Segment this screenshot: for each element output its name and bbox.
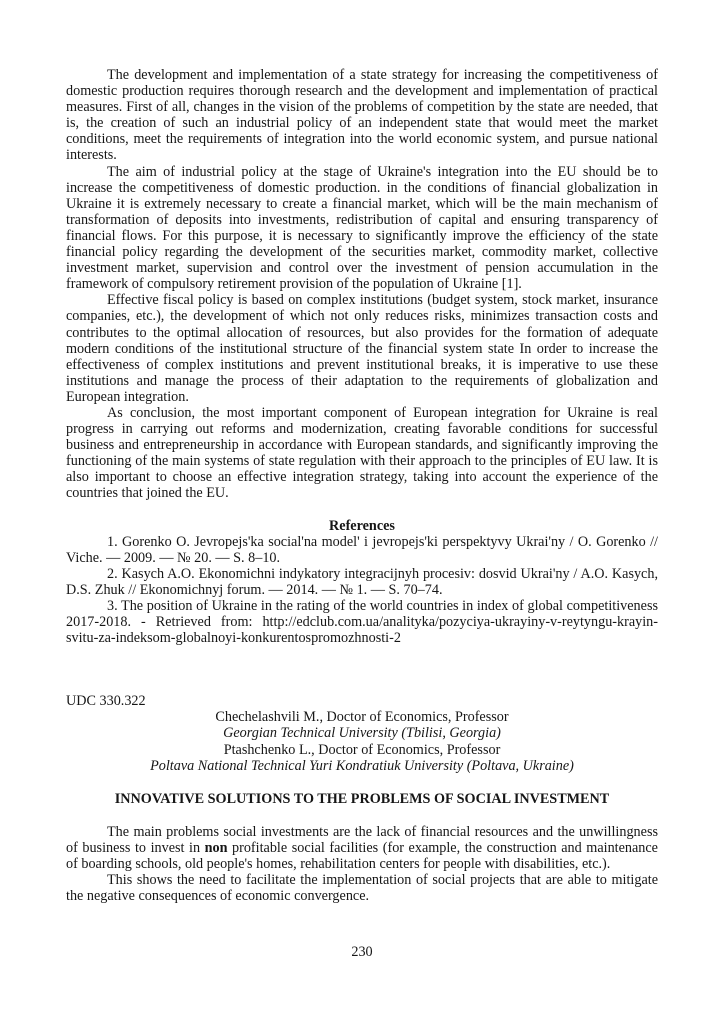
udc-code: UDC 330.322 bbox=[66, 693, 146, 710]
body-paragraph: Effective fiscal policy is based on complex institutions (budget system, stock market, insurance companies, etc.), the development of which not only reduces risks, minimizes transaction costs and contributes to the optimal allocation of resources, but also provides for the formation of adequate modern conditions of the institutional structure of the financial system state In order to increase the effectiveness of complex institutions and prevent institutional breaks, it is imperative to use these institutions and manage the process of their adaptation to the requirements of globalization and European integration. bbox=[66, 292, 658, 405]
reference-item: 2. Kasych A.O. Ekonomichni indykatory integracijnyh procesiv: dosvid Ukrai'ny / A.O. Kasych, D.S. Zhuk // Ekonomichnyj forum. — 2014. — № 1. — S. 70–74. bbox=[66, 565, 658, 598]
body-paragraph: This shows the need to facilitate the implementation of social projects that are able to mitigate the negative consequences of economic convergence. bbox=[66, 872, 658, 905]
references-heading: References bbox=[329, 517, 395, 534]
paragraph-text: profitable social facilities (for example, the construction and maintenance of boarding schools, old people's homes, rehabilitation centers for people with disabilities, etc.). bbox=[66, 839, 658, 873]
page-number: 230 bbox=[351, 944, 373, 960]
body-paragraph: The development and implementation of a state strategy for increasing the competitiveness of domestic production requires thorough research and the development and implementation of practical measures. First of all, changes in the vision of the problems of competition by the state are needed, that is, the creation of such an industrial policy of an independent state that would meet the market conditions, meet the requirements of integration into the world economic system, and pursue national interests. bbox=[66, 67, 658, 164]
emphasized-word: non bbox=[204, 839, 228, 856]
page-content bbox=[66, 67, 658, 904]
body-paragraph: The aim of industrial policy at the stage of Ukraine's integration into the EU should be to increase the competitiveness of domestic production. in the conditions of financial globalization in Ukraine it is extremely necessary to create a financial market, which will be the main mechanism of transformation of deposits into investments, redistribution of capital and ensuring transparency of financial flows. For this purpose, it is necessary to significantly improve the efficiency of the state financial policy regarding the development of the securities market, commodity market, collective investment market, supervision and control over the investment of pension accumulation in the framework of compulsory retirement provision of the population of Ukraine [1]. bbox=[66, 163, 658, 293]
reference-item: 1. Gorenko O. Jevropejs'ka social'na model' i jevropejs'ki perspektyvy Ukrai'ny / O. Gorenko // Viche. — 2009. — № 20. — S. 8–10. bbox=[66, 533, 658, 566]
paragraph-text: The main problems social investments are the lack of financial resources and the unwillingness of business to invest in bbox=[66, 823, 658, 856]
article-title: INNOVATIVE SOLUTIONS TO THE PROBLEMS OF SOCIAL INVESTMENT bbox=[114, 790, 610, 807]
author-affiliation: Poltava National Technical Yuri Kondratiuk University (Poltava, Ukraine) bbox=[150, 757, 574, 774]
reference-item: 3. The position of Ukraine in the rating of the world countries in index of global competitiveness 2017-2018. - Retrieved from: http://edclub.com.ua/analityka/pozyciya-ukrayiny-v-reytyngu-krayin-svitu-za-indeksom-globalnoyi-konkurentospromozhnosti-2 bbox=[66, 598, 658, 647]
body-paragraph: As conclusion, the most important component of European integration for Ukraine is real progress in carrying out reforms and modernization, creating favorable conditions for successful business and entrepreneurship in accordance with European standards, and significantly improving the functioning of the main systems of state regulation with their approach to the principles of EU law. It is also important to choose an effective integration strategy, taking into account the experience of the countries that joined the EU. bbox=[66, 404, 658, 502]
author-name: Ptashchenko L., Doctor of Economics, Professor bbox=[223, 741, 501, 758]
author-name: Chechelashvili M., Doctor of Economics, Professor bbox=[215, 709, 509, 726]
author-affiliation: Georgian Technical University (Tbilisi, Georgia) bbox=[223, 725, 501, 742]
body-paragraph bbox=[66, 824, 658, 872]
